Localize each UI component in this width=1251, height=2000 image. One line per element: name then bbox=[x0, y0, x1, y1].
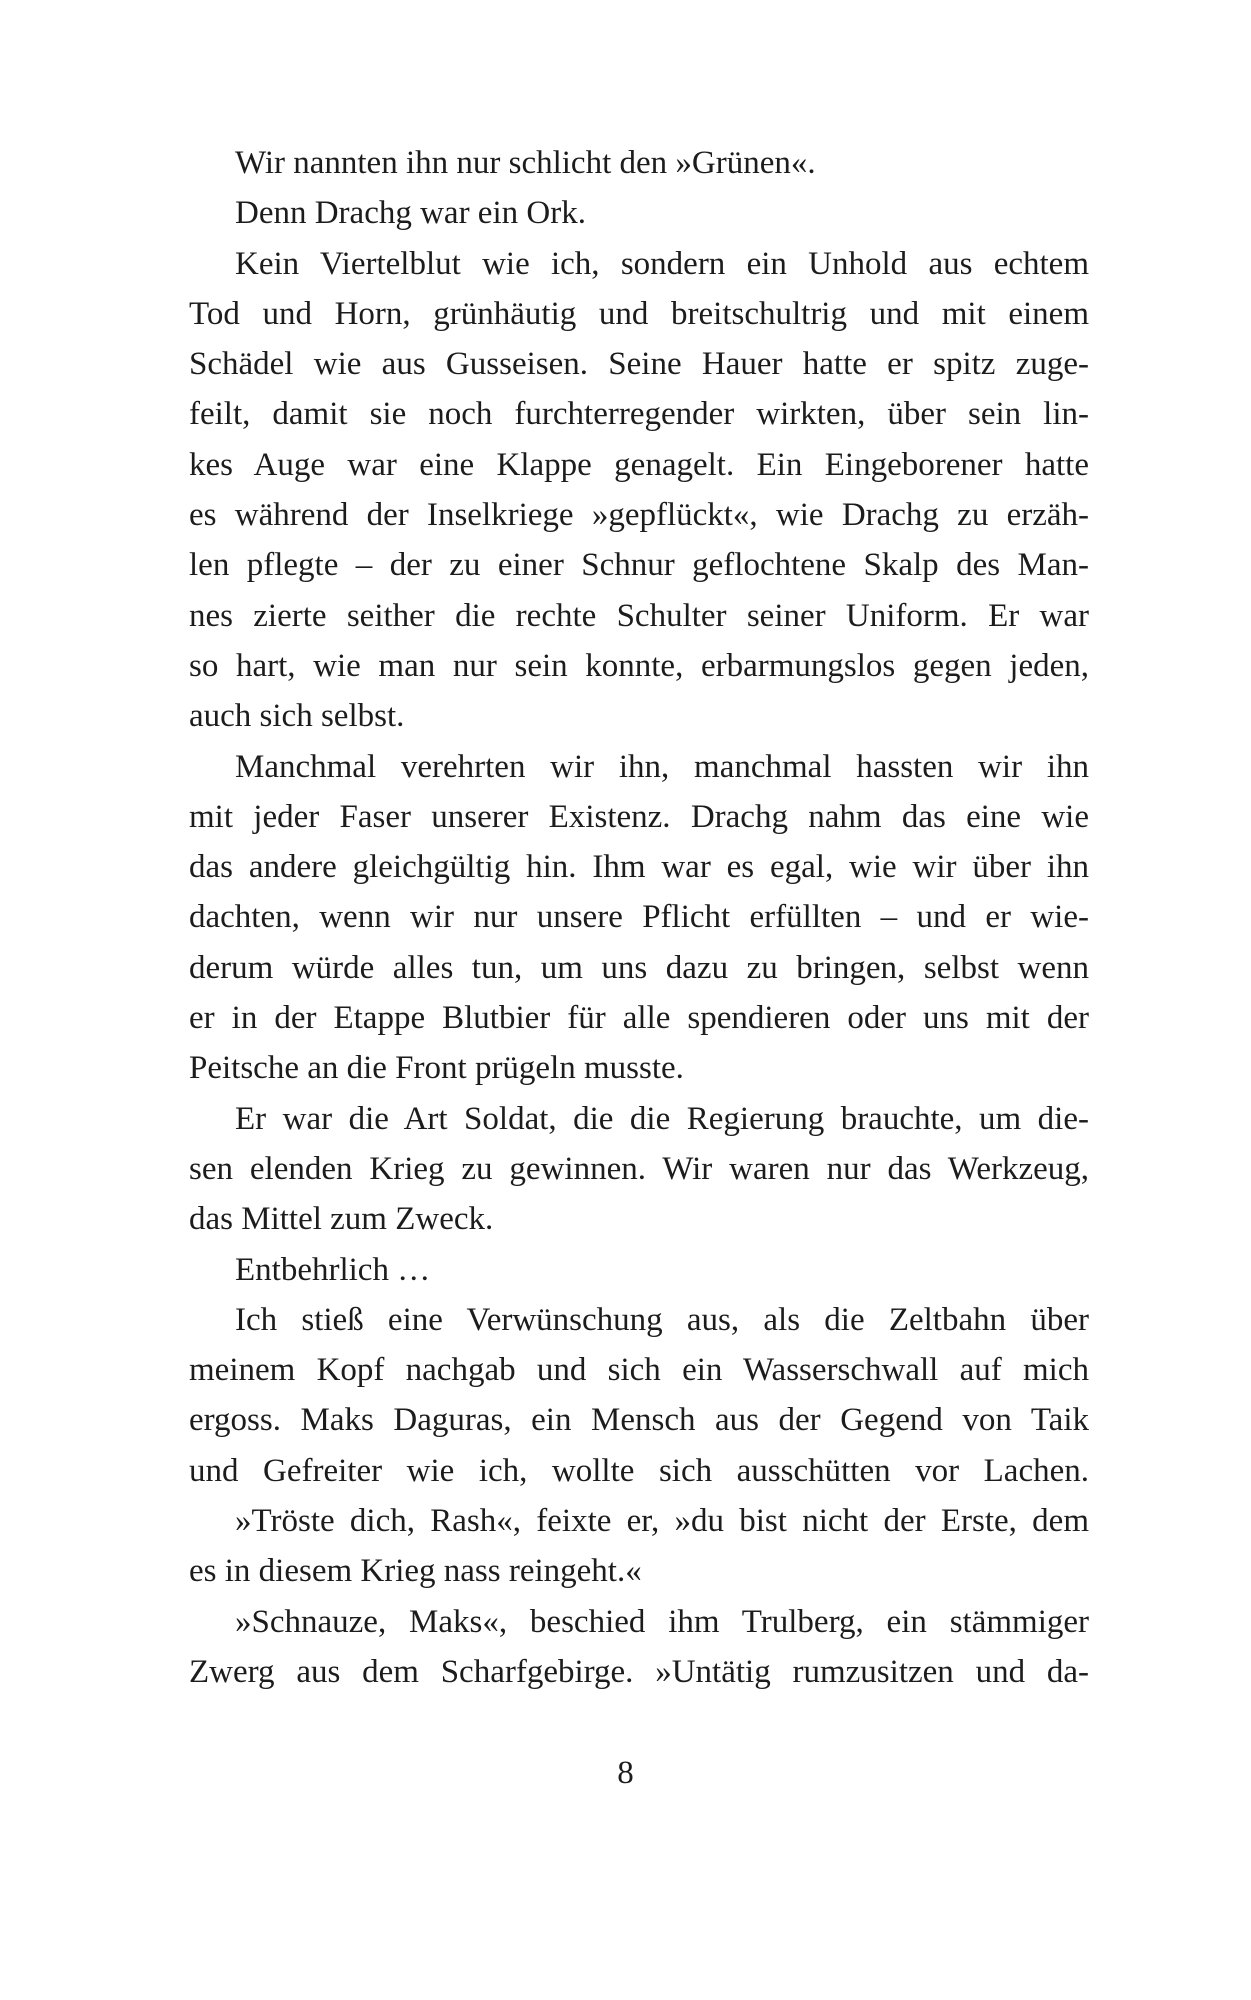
text-line: »Tröste dich, Rash«, feixte er, »du bist nicht der Erste, dem bbox=[235, 1503, 1089, 1540]
text-line: derum würde alles tun, um uns dazu zu bringen, selbst wenn bbox=[189, 949, 1089, 986]
text-line: nes zierte seither die rechte Schulter seiner Uniform. Er war bbox=[189, 597, 1089, 634]
text-line: das Mittel zum Zweck. bbox=[189, 1201, 494, 1238]
text-line: mit jeder Faser unserer Existenz. Drachg nahm das eine wie bbox=[189, 798, 1089, 835]
text-line: Peitsche an die Front prügeln musste. bbox=[189, 1050, 684, 1087]
text-line: Er war die Art Soldat, die die Regierung brauchte, um die- bbox=[235, 1100, 1089, 1137]
text-line: dachten, wenn wir nur unsere Pflicht erfüllten – und er wie- bbox=[189, 899, 1089, 936]
text-line: und Gefreiter wie ich, wollte sich ausschütten vor Lachen. bbox=[189, 1452, 1089, 1489]
text-line: ergoss. Maks Daguras, ein Mensch aus der Gegend von Taik bbox=[189, 1402, 1089, 1439]
text-line: er in der Etappe Blutbier für alle spendieren oder uns mit der bbox=[189, 1000, 1089, 1037]
text-line: Entbehrlich … bbox=[235, 1251, 431, 1288]
text-line: Kein Viertelblut wie ich, sondern ein Unhold aus echtem bbox=[235, 245, 1089, 282]
text-line: Tod und Horn, grünhäutig und breitschultrig und mit einem bbox=[189, 295, 1089, 332]
text-line: kes Auge war eine Klappe genagelt. Ein Eingeborener hatte bbox=[189, 446, 1089, 483]
text-line: Manchmal verehrten wir ihn, manchmal hassten wir ihn bbox=[235, 748, 1089, 785]
text-line: meinem Kopf nachgab und sich ein Wasserschwall auf mich bbox=[189, 1352, 1089, 1389]
text-line: es in diesem Krieg nass reingeht.« bbox=[189, 1553, 642, 1590]
text-line: Zwerg aus dem Scharfgebirge. »Untätig rumzusitzen und da- bbox=[189, 1653, 1089, 1690]
page-number: 8 bbox=[617, 1755, 634, 1791]
text-line: so hart, wie man nur sein konnte, erbarmungslos gegen jeden, bbox=[189, 647, 1089, 684]
text-line: Denn Drachg war ein Ork. bbox=[235, 195, 586, 232]
text-line: Schädel wie aus Gusseisen. Seine Hauer hatte er spitz zuge- bbox=[189, 346, 1089, 383]
text-line: Ich stieß eine Verwünschung aus, als die Zeltbahn über bbox=[235, 1301, 1089, 1338]
text-line: es während der Inselkriege »gepflückt«, wie Drachg zu erzäh- bbox=[189, 497, 1089, 534]
text-line: len pflegte – der zu einer Schnur geflochtene Skalp des Man- bbox=[189, 547, 1089, 584]
text-line: feilt, damit sie noch furchterregender wirkten, über sein lin- bbox=[189, 396, 1089, 433]
text-line: Wir nannten ihn nur schlicht den »Grünen«. bbox=[235, 145, 816, 181]
text-line: »Schnauze, Maks«, beschied ihm Trulberg, ein stämmiger bbox=[235, 1603, 1089, 1640]
text-line: auch sich selbst. bbox=[189, 698, 405, 735]
body-text bbox=[189, 138, 1089, 1697]
text-line: das andere gleichgültig hin. Ihm war es egal, wie wir über ihn bbox=[189, 849, 1089, 886]
text-line: sen elenden Krieg zu gewinnen. Wir waren nur das Werkzeug, bbox=[189, 1150, 1089, 1187]
